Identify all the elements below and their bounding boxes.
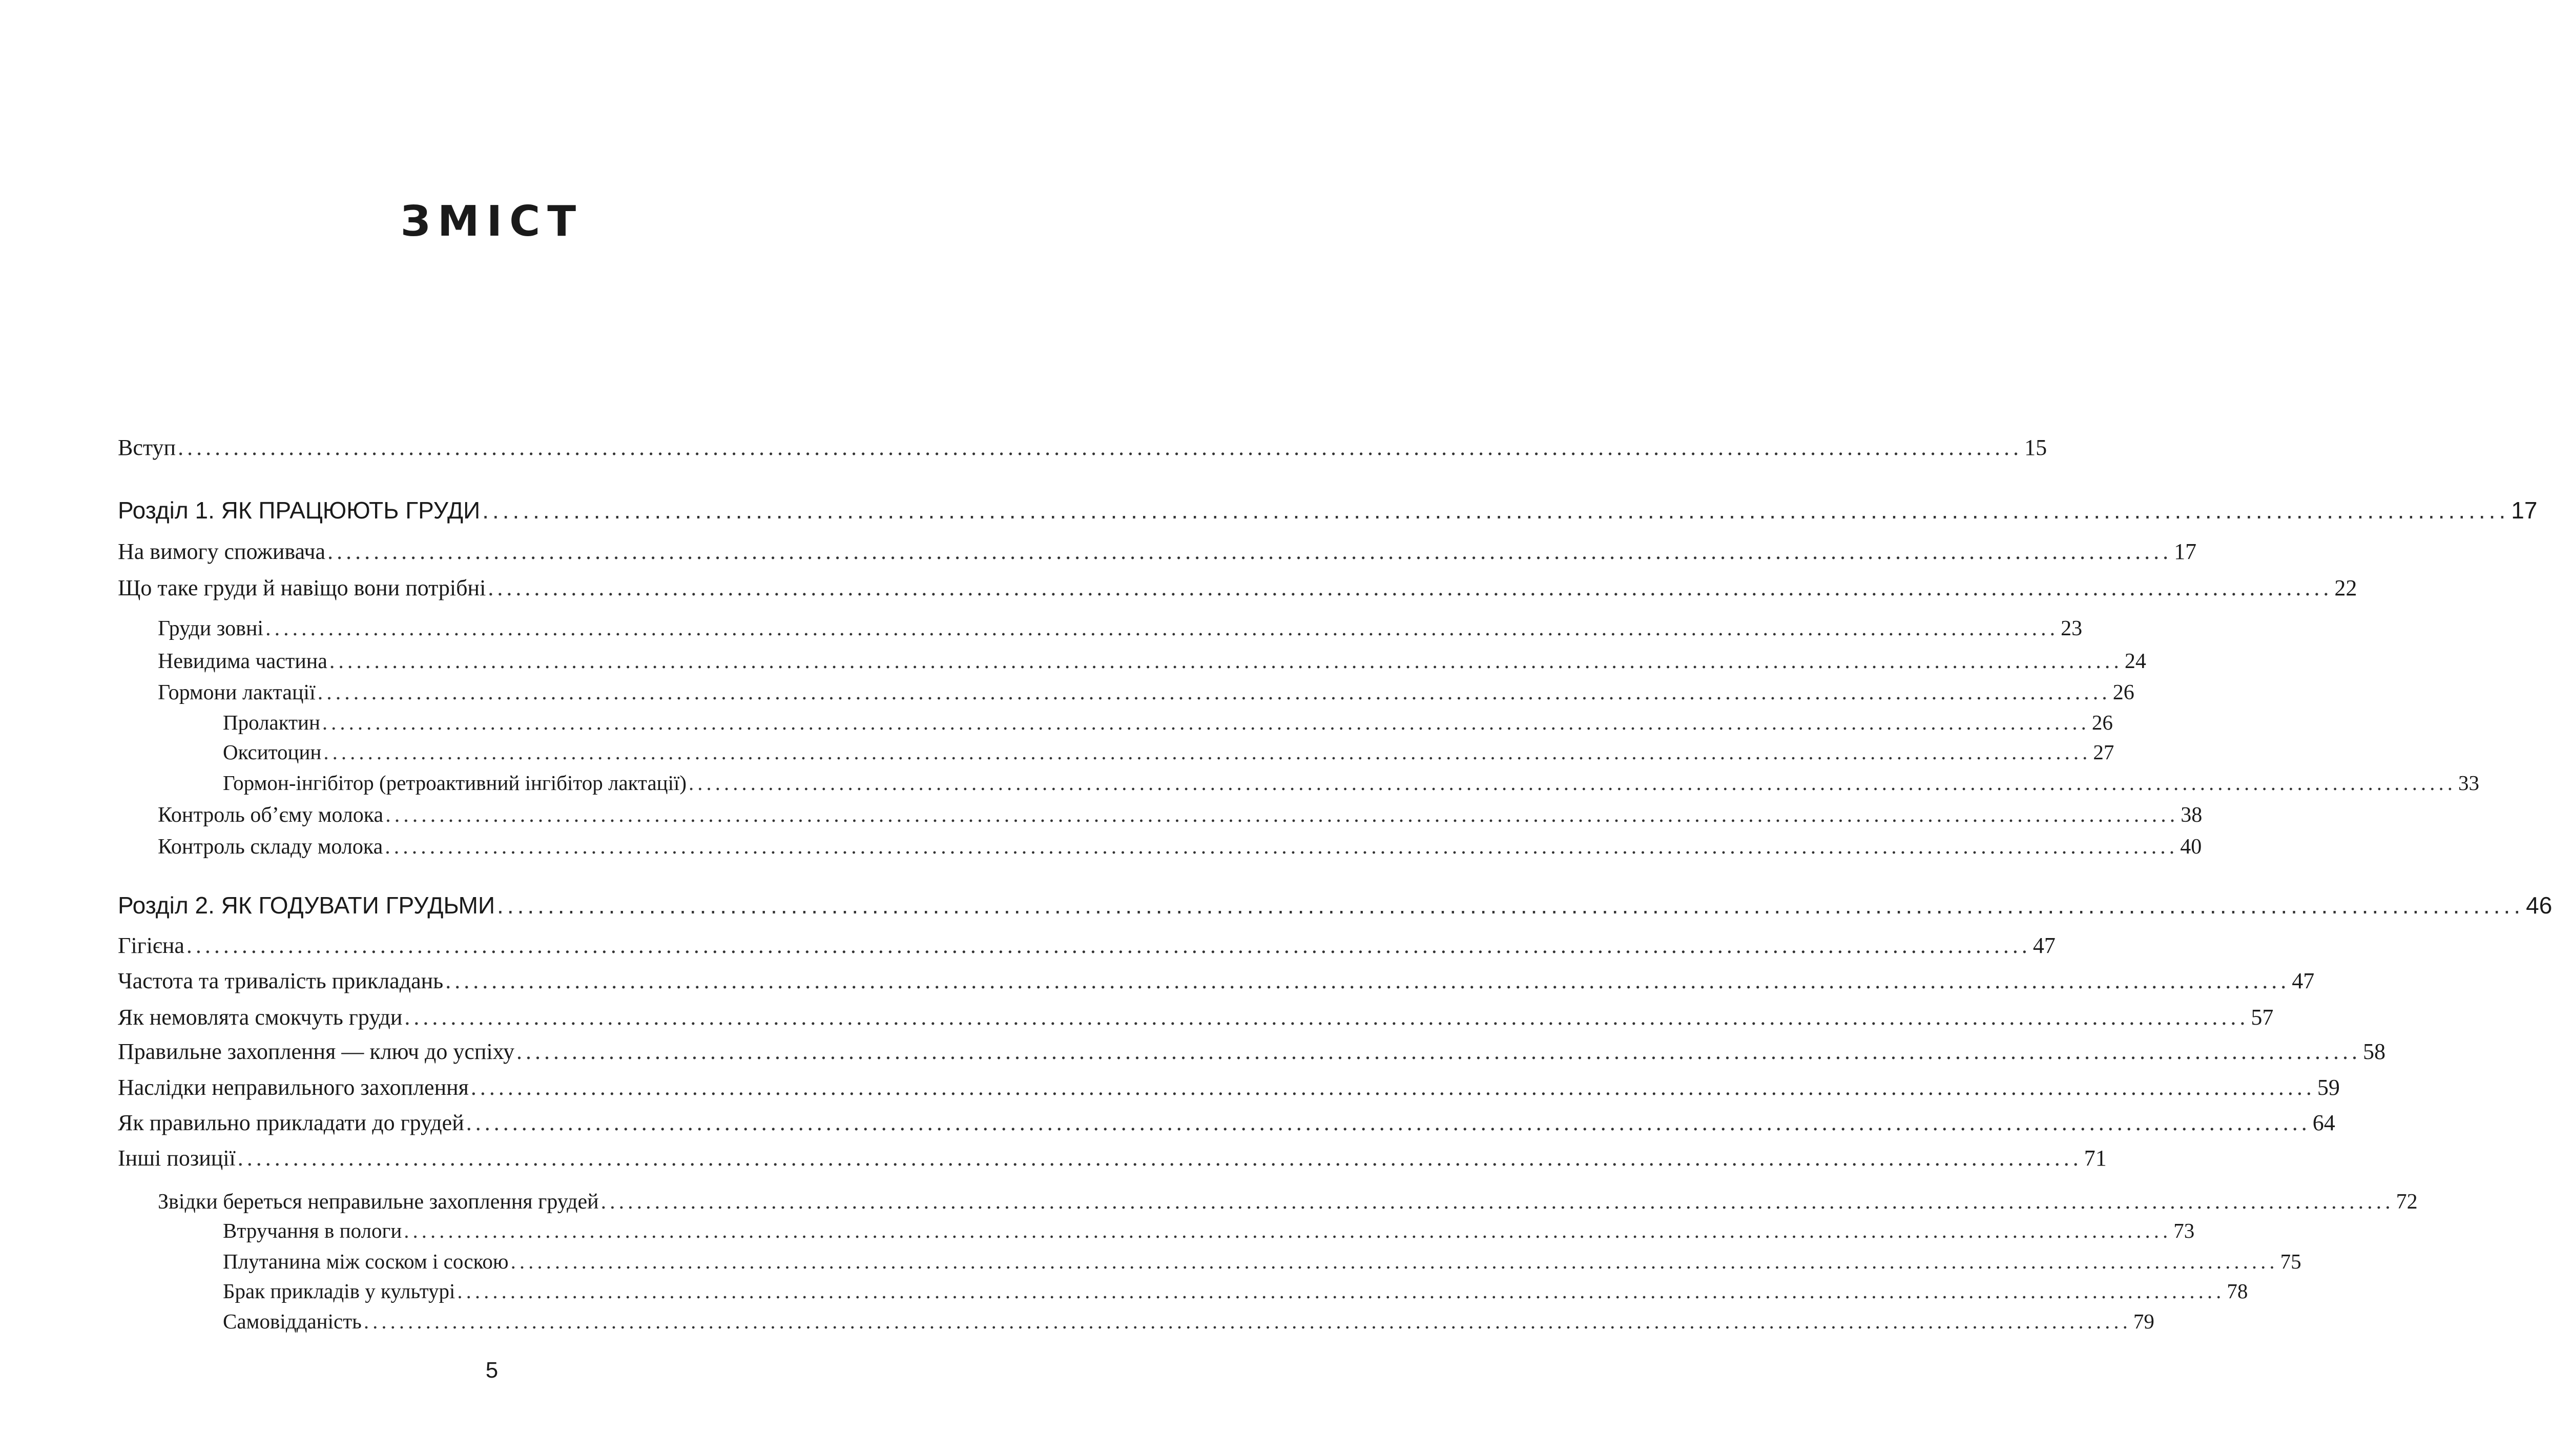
entry-title: Пролактин bbox=[223, 711, 320, 734]
entry-title: Правильне захоплення — ключ до успіху bbox=[118, 1039, 514, 1064]
toc-entry[interactable] bbox=[118, 1143, 2107, 1174]
entry-page-number: 15 bbox=[2024, 435, 2047, 460]
entry-title: Звідки береться неправильне захоплення грудей bbox=[158, 1190, 599, 1214]
dot-leader: ........................................................................................................................................................................................................ bbox=[327, 539, 2172, 564]
dot-leader: ........................................................................................................................................................................................................ bbox=[385, 835, 2178, 859]
dot-leader: ........................................................................................................................................................................................................ bbox=[363, 1309, 2131, 1333]
toc-entry[interactable] bbox=[223, 737, 2114, 767]
toc-entry[interactable] bbox=[158, 646, 2146, 677]
entry-title: Як правильно прикладати до грудей bbox=[118, 1110, 464, 1135]
entry-page-number: 57 bbox=[2251, 1005, 2274, 1030]
entry-page-number: 17 bbox=[2174, 539, 2197, 564]
dot-leader: ........................................................................................................................................................................................................ bbox=[689, 771, 2457, 795]
dot-leader: ........................................................................................................................................................................................................ bbox=[317, 681, 2111, 704]
dot-leader: ........................................................................................................................................................................................................ bbox=[186, 933, 2031, 958]
dot-leader: ........................................................................................................................................................................................................ bbox=[404, 1005, 2249, 1030]
entry-title: Брак прикладів у культурі bbox=[223, 1279, 455, 1303]
dot-leader: ........................................................................................................................................................................................................ bbox=[445, 968, 2290, 993]
entry-title: Втручання в пологи bbox=[223, 1219, 402, 1242]
entry-title: Гігієна bbox=[118, 933, 184, 958]
entry-title: Як немовлята смокчуть груди bbox=[118, 1005, 403, 1030]
toc-entry[interactable] bbox=[118, 930, 2056, 961]
entry-page-number: 27 bbox=[2093, 740, 2114, 764]
entry-page-number: 64 bbox=[2312, 1110, 2335, 1135]
toc-entry[interactable] bbox=[118, 1072, 2340, 1103]
dot-leader: ........................................................................................................................................................................................................ bbox=[323, 740, 2091, 764]
toc-entry[interactable] bbox=[118, 432, 2047, 463]
toc-entry[interactable] bbox=[118, 966, 2315, 996]
entry-title: Вступ bbox=[118, 435, 176, 460]
dot-leader: ........................................................................................................................................................................................................ bbox=[510, 1250, 2278, 1273]
toc-entry[interactable] bbox=[158, 677, 2134, 708]
entry-page-number: 58 bbox=[2363, 1039, 2385, 1064]
dot-leader: ........................................................................................................................................................................................................ bbox=[497, 892, 2524, 919]
dot-leader: ........................................................................................................................................................................................................ bbox=[178, 435, 2023, 460]
toc-entry[interactable] bbox=[223, 1246, 2301, 1277]
entry-title: Контроль складу молока bbox=[158, 835, 383, 859]
entry-title: На вимогу споживача bbox=[118, 539, 326, 564]
entry-page-number: 38 bbox=[2181, 803, 2203, 827]
entry-page-number: 59 bbox=[2317, 1075, 2340, 1100]
dot-leader: ........................................................................................................................................................................................................ bbox=[404, 1219, 2172, 1242]
entry-title: Розділ 1. ЯК ПРАЦЮЮТЬ ГРУДИ bbox=[118, 497, 481, 524]
toc-entry[interactable] bbox=[118, 1108, 2335, 1138]
entry-page-number: 26 bbox=[2112, 681, 2134, 704]
toc-entry[interactable] bbox=[158, 831, 2202, 862]
entry-title: Що таке груди й навіщо вони потрібні bbox=[118, 575, 486, 600]
entry-page-number: 23 bbox=[2061, 617, 2083, 640]
dot-leader: ........................................................................................................................................................................................................ bbox=[385, 803, 2179, 827]
entry-title: Гормони лактації bbox=[158, 681, 316, 704]
entry-title: Гормон-інгібітор (ретроактивний інгібітор лактації) bbox=[223, 771, 687, 795]
entry-page-number: 24 bbox=[2124, 650, 2146, 673]
toc-entry[interactable] bbox=[223, 707, 2113, 738]
dot-leader: ........................................................................................................................................................................................................ bbox=[516, 1039, 2361, 1064]
entry-page-number: 72 bbox=[2396, 1190, 2418, 1214]
entry-title: Інші позиції bbox=[118, 1146, 236, 1171]
toc-entry[interactable] bbox=[158, 800, 2203, 830]
entry-page-number: 22 bbox=[2334, 575, 2357, 600]
toc-entry[interactable] bbox=[223, 1215, 2195, 1246]
dot-leader: ........................................................................................................................................................................................................ bbox=[457, 1279, 2225, 1303]
entry-page-number: 46 bbox=[2526, 892, 2552, 919]
entry-page-number: 71 bbox=[2084, 1146, 2107, 1171]
page-number: 5 bbox=[485, 1358, 499, 1383]
toc-entry[interactable] bbox=[118, 536, 2197, 567]
entry-page-number: 78 bbox=[2227, 1279, 2248, 1303]
toc-entry[interactable] bbox=[223, 1276, 2248, 1306]
toc-entry[interactable] bbox=[158, 1187, 2418, 1217]
dot-leader: ........................................................................................................................................................................................................ bbox=[466, 1110, 2311, 1135]
entry-title: Розділ 2. ЯК ГОДУВАТИ ГРУДЬМИ bbox=[118, 892, 495, 919]
entry-title: Плутанина між соском і соскою bbox=[223, 1250, 509, 1273]
entry-page-number: 79 bbox=[2133, 1309, 2154, 1333]
toc-entry[interactable] bbox=[158, 613, 2083, 644]
entry-page-number: 73 bbox=[2173, 1219, 2195, 1242]
entry-page-number: 75 bbox=[2280, 1250, 2301, 1273]
entry-title: Частота та тривалість прикладань bbox=[118, 968, 444, 993]
entry-title: Самовідданість bbox=[223, 1309, 362, 1333]
entry-title: Контроль об’єму молока bbox=[158, 803, 384, 827]
dot-leader: ........................................................................................................................................................................................................ bbox=[488, 575, 2333, 600]
page-title: ЗМІСТ bbox=[400, 197, 584, 246]
dot-leader: ........................................................................................................................................................................................................ bbox=[600, 1190, 2394, 1214]
dot-leader: ........................................................................................................................................................................................................ bbox=[322, 711, 2090, 734]
dot-leader: ........................................................................................................................................................................................................ bbox=[470, 1075, 2315, 1100]
dot-leader: ........................................................................................................................................................................................................ bbox=[329, 650, 2123, 673]
entry-page-number: 17 bbox=[2511, 497, 2538, 524]
entry-page-number: 26 bbox=[2091, 711, 2113, 734]
toc-entry[interactable] bbox=[223, 1306, 2154, 1337]
toc-entry[interactable] bbox=[118, 1002, 2274, 1033]
toc-entry[interactable] bbox=[118, 573, 2357, 604]
entry-title: Наслідки неправильного захоплення bbox=[118, 1075, 469, 1100]
dot-leader: ........................................................................................................................................................................................................ bbox=[237, 1146, 2082, 1171]
toc-entry[interactable] bbox=[223, 767, 2480, 798]
dot-leader: ........................................................................................................................................................................................................ bbox=[482, 497, 2509, 524]
entry-title: Груди зовні bbox=[158, 617, 264, 640]
entry-page-number: 33 bbox=[2458, 771, 2480, 795]
entry-title: Окситоцин bbox=[223, 740, 322, 764]
entry-title: Невидима частина bbox=[158, 650, 327, 673]
entry-page-number: 40 bbox=[2180, 835, 2202, 859]
dot-leader: ........................................................................................................................................................................................................ bbox=[265, 617, 2059, 640]
toc-chapter-entry[interactable] bbox=[118, 890, 2552, 921]
toc-entry[interactable] bbox=[118, 1036, 2385, 1067]
toc-chapter-entry[interactable] bbox=[118, 495, 2538, 526]
entry-page-number: 47 bbox=[2032, 933, 2056, 958]
entry-page-number: 47 bbox=[2292, 968, 2315, 993]
